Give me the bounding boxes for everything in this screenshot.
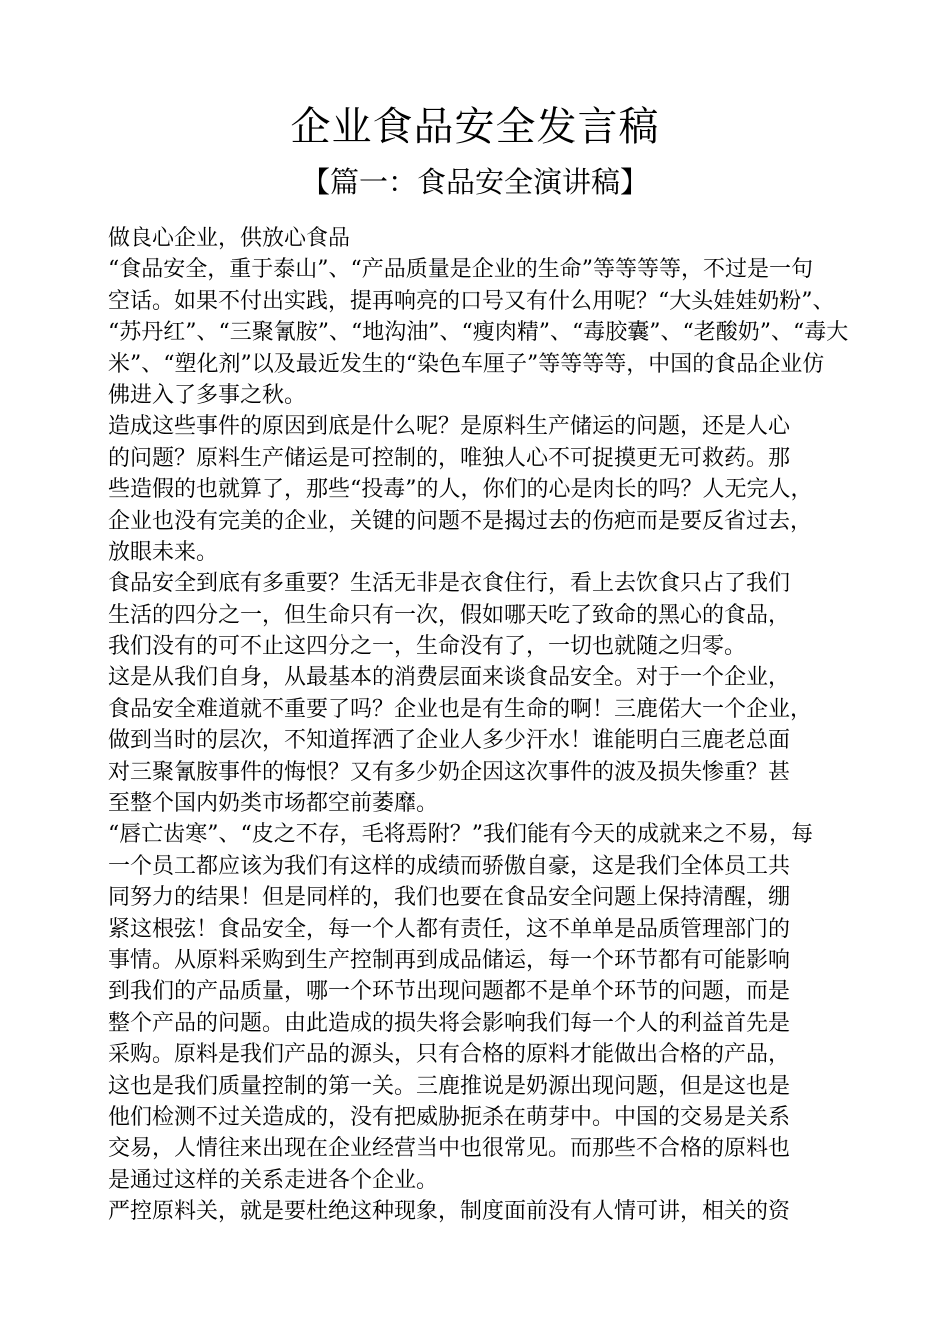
document-title: 企业食品安全发言稿 <box>290 104 660 150</box>
body-text-line: 做到当时的层次，不知道挥洒了企业人多少汗水！谁能明白三鹿老总面 <box>108 728 791 754</box>
body-text-line: 做良心企业，供放心食品 <box>108 226 351 251</box>
body-text-line: 这是从我们自身，从最基本的消费层面来谈食品安全。对于一个企业， <box>108 665 791 691</box>
body-text-line: 到我们的产品质量，哪一个环节出现问题都不是单个环节的问题，而是 <box>108 979 791 1005</box>
body-text-line: 至整个国内奶类市场都空前萎靡。 <box>108 791 439 817</box>
body-text <box>108 223 853 1228</box>
body-text-line: 空话。如果不付出实践，提再响亮的口号又有什么用呢？“大头娃娃奶粉”、 <box>108 288 835 314</box>
body-text-line: 放眼未来。 <box>108 539 219 565</box>
body-text-line: 整个产品的问题。由此造成的损失将会影响我们每一个人的利益首先是 <box>108 1010 791 1036</box>
body-text-line: 一个员工都应该为我们有这样的成绩而骄傲自豪，这是我们全体员工共 <box>108 853 791 879</box>
body-text-line: 生活的四分之一，但生命只有一次，假如哪天吃了致命的黑心的食品， <box>108 602 791 628</box>
body-text-line: 紧这根弦！食品安全，每一个人都有责任，这不单单是品质管理部门的 <box>108 916 791 942</box>
body-text-line: “食品安全，重于泰山”、“产品质量是企业的生命”等等等等，不过是一句 <box>108 257 813 283</box>
body-text-line: 同努力的结果！但是同样的，我们也要在食品安全问题上保持清醒，绷 <box>108 885 791 911</box>
body-text-line: 的问题？原料生产储运是可控制的，唯独人心不可捉摸更无可救药。那 <box>108 445 791 471</box>
body-text-line: 这也是我们质量控制的第一关。三鹿推说是奶源出现问题，但是这也是 <box>108 1073 791 1099</box>
body-text-line: 企业也没有完美的企业，关键的问题不是揭过去的伤疤而是要反省过去， <box>108 508 813 534</box>
body-text-line: 他们检测不过关造成的，没有把威胁扼杀在萌芽中。中国的交易是关系 <box>108 1104 791 1130</box>
body-text-line: 严控原料关，就是要杜绝这种现象，制度面前没有人情可讲，相关的资 <box>108 1199 791 1225</box>
body-text-line: 食品安全到底有多重要？生活无非是衣食住行，看上去饮食只占了我们 <box>108 571 791 597</box>
body-text-line: 米”、“塑化剂”以及最近发生的“染色车厘子”等等等等，中国的食品企业仿 <box>108 351 825 377</box>
body-text-line: 我们没有的可不止这四分之一，生命没有了，一切也就随之归零。 <box>108 634 747 660</box>
body-text-line: 采购。原料是我们产品的源头，只有合格的原料才能做出合格的产品， <box>108 1042 791 1068</box>
body-text-line: 是通过这样的关系走进各个企业。 <box>108 1167 439 1193</box>
body-text-line: 对三聚氰胺事件的悔恨？又有多少奶企因这次事件的波及损失惨重？甚 <box>108 759 791 785</box>
body-text-line: “唇亡齿寒”、“皮之不存，毛将焉附？”我们能有今天的成就来之不易，每 <box>108 822 813 848</box>
body-text-line: 事情。从原料采购到生产控制再到成品储运，每一个环节都有可能影响 <box>108 947 791 973</box>
body-text-line: 些造假的也就算了，那些“投毒”的人，你们的心是肉长的吗？人无完人， <box>108 477 813 503</box>
body-text-line: 造成这些事件的原因到底是什么呢？是原料生产储运的问题，还是人心 <box>108 414 791 440</box>
body-text-line: 佛进入了多事之秋。 <box>108 382 307 408</box>
body-text-line: “苏丹红”、“三聚氰胺”、“地沟油”、“瘦肉精”、“毒胶囊”、“老酸奶”、“毒大 <box>108 320 849 346</box>
body-text-line: 食品安全难道就不重要了吗？企业也是有生命的啊！三鹿偌大一个企业， <box>108 696 813 722</box>
section-title: 【篇一：食品安全演讲稿】 <box>300 165 649 199</box>
body-text-line: 交易，人情往来出现在企业经营当中也很常见。而那些不合格的原料也 <box>108 1136 791 1162</box>
